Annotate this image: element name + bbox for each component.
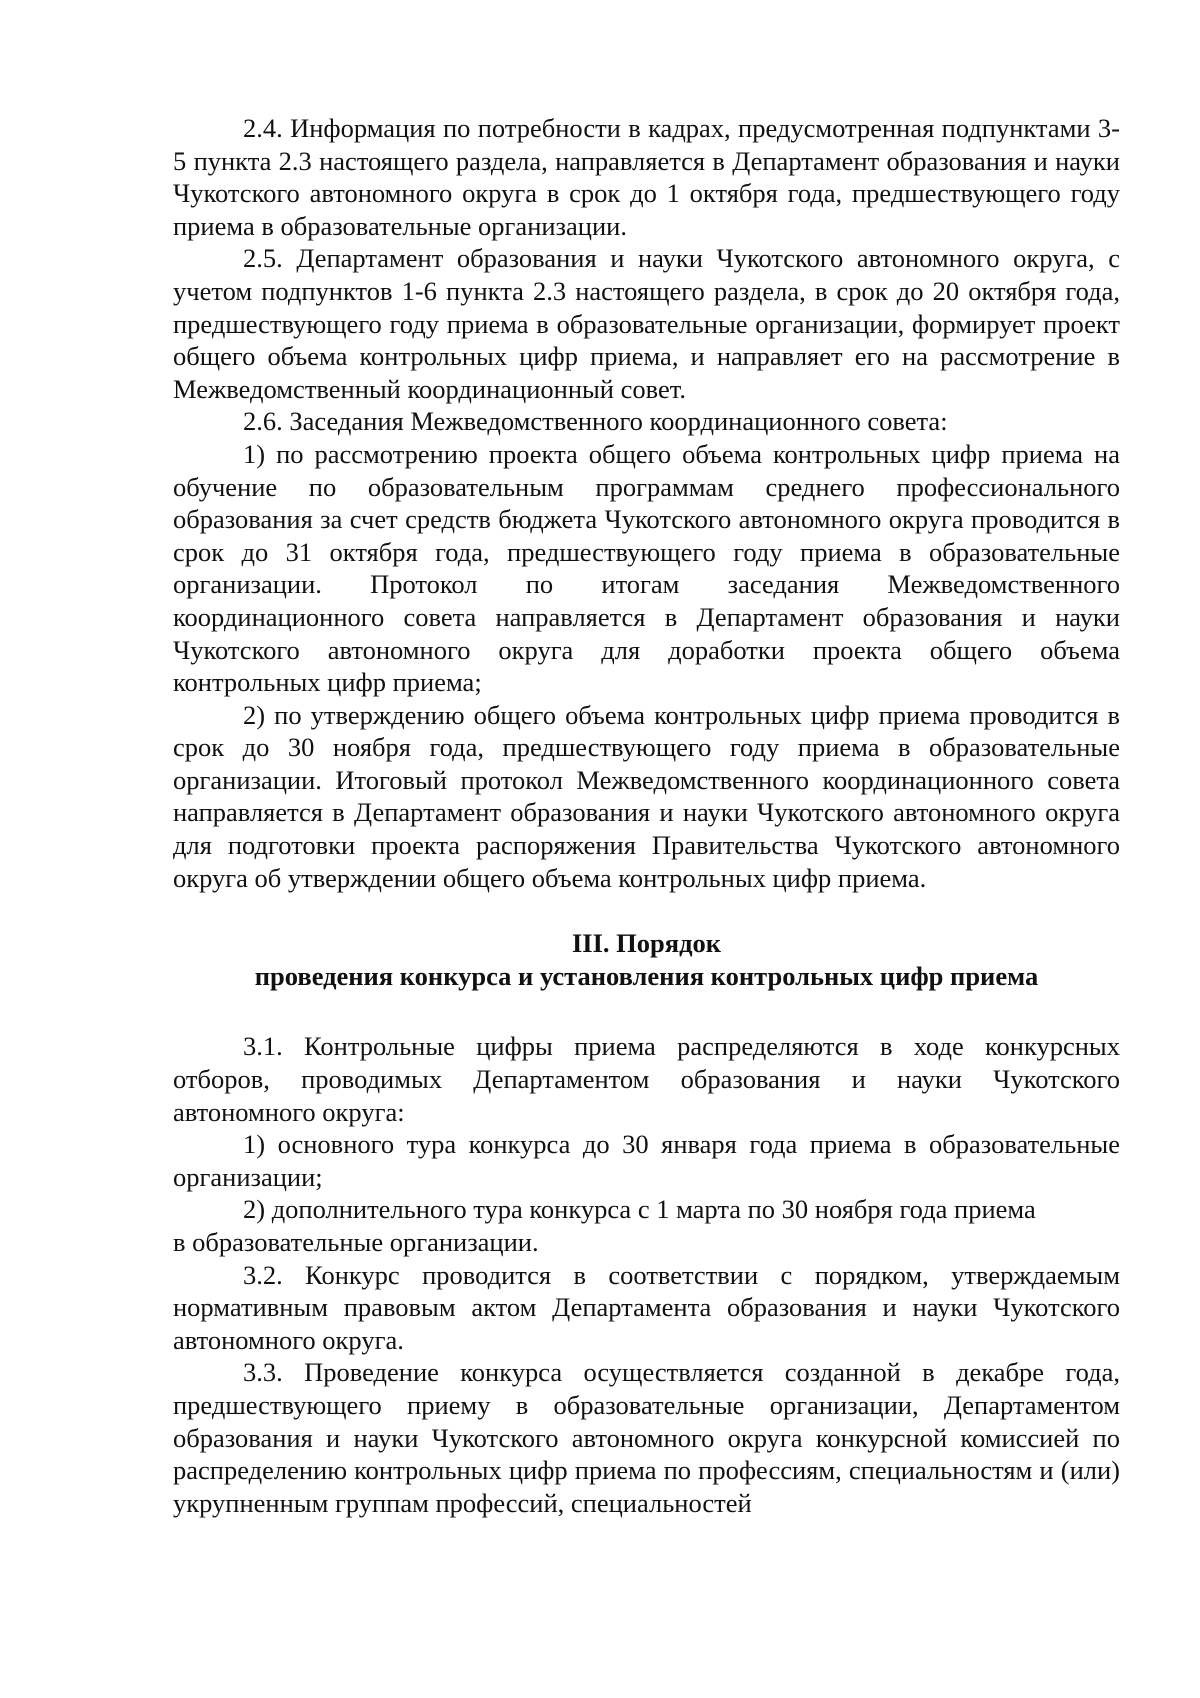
section-heading-subtitle: проведения конкурса и установления контрольных цифр приема (254, 960, 1039, 991)
paragraph-3-1-item-2: 2) дополнительного тура конкурса с 1 марта по 30 ноября года приема (243, 1194, 1036, 1225)
section-heading-title: III. Порядок (571, 928, 722, 959)
paragraph-3-2: 3.2. Конкурс проводится в соответствии с порядком, утверждаемым нормативным правовым актом Департамента образования и науки Чукотского автономного округа. (173, 1259, 1120, 1355)
paragraph-2-6: 2.6. Заседания Межведомственного координационного совета: (243, 406, 948, 437)
paragraph-2-6-item-2: 2) по утверждению общего объема контрольных цифр приема проводится в срок до 30 ноября года, предшествующего году приема в образовательные организации. Итоговый протокол Межведомственного координационного совета направляется в Департамент образования и науки Чукотского автономного округа для подготовки проекта распоряжения Правительства Чукотского автономного округа об утверждении общего объема контрольных цифр приема. (173, 699, 1120, 893)
paragraph-2-4: 2.4. Информация по потребности в кадрах, предусмотренная подпунктами 3-5 пункта 2.3 настоящего раздела, направляется в Департамент образования и науки Чукотского автономного округа в срок до 1 октября года, предшествующего году приема в образовательные организации. (173, 113, 1120, 241)
spacer (173, 894, 1120, 927)
paragraph-2-6-item-1: 1) по рассмотрению проекта общего объема контрольных цифр приема на обучение по образовательным программам среднего профессионального образования за счет средств бюджета Чукотского автономного округа проводится в срок до 31 октября года, предшествующего году приема в образовательные организации. Протокол по итогам заседания Межведомственного координационного совета направляется в Департамент образования и науки Чукотского автономного округа для доработки проекта общего объема контрольных цифр приема; (173, 438, 1120, 698)
paragraph-3-3: 3.3. Проведение конкурса осуществляется созданной в декабре года, предшествующего приему в образовательные организации, Департаментом образования и науки Чукотского автономного округа конкурсной комиссией по распределению контрольных цифр приема по профессиям, специальностям и (или) укрупненным группам профессий, специальностей (173, 1357, 1120, 1518)
spacer (173, 992, 1120, 1030)
paragraph-3-1-item-2-continued: в образовательные организации. (173, 1227, 539, 1257)
document-page (173, 112, 1120, 1519)
paragraph-2-5: 2.5. Департамент образования и науки Чукотского автономного округа, с учетом подпунктов 1-6 пункта 2.3 настоящего раздела, в срок до 20 октября года, предшествующего году приема в образовательные организации, формирует проект общего объема контрольных цифр приема, и направляет его на рассмотрение в Межведомственный координационный совет. (173, 243, 1120, 404)
paragraph-3-1-item-1: 1) основного тура конкурса до 30 января года приема в образовательные организации; (173, 1129, 1120, 1192)
paragraph-3-1: 3.1. Контрольные цифры приема распределяются в ходе конкурсных отборов, проводимых Департаментом образования и науки Чукотского автономного округа: (173, 1031, 1120, 1127)
